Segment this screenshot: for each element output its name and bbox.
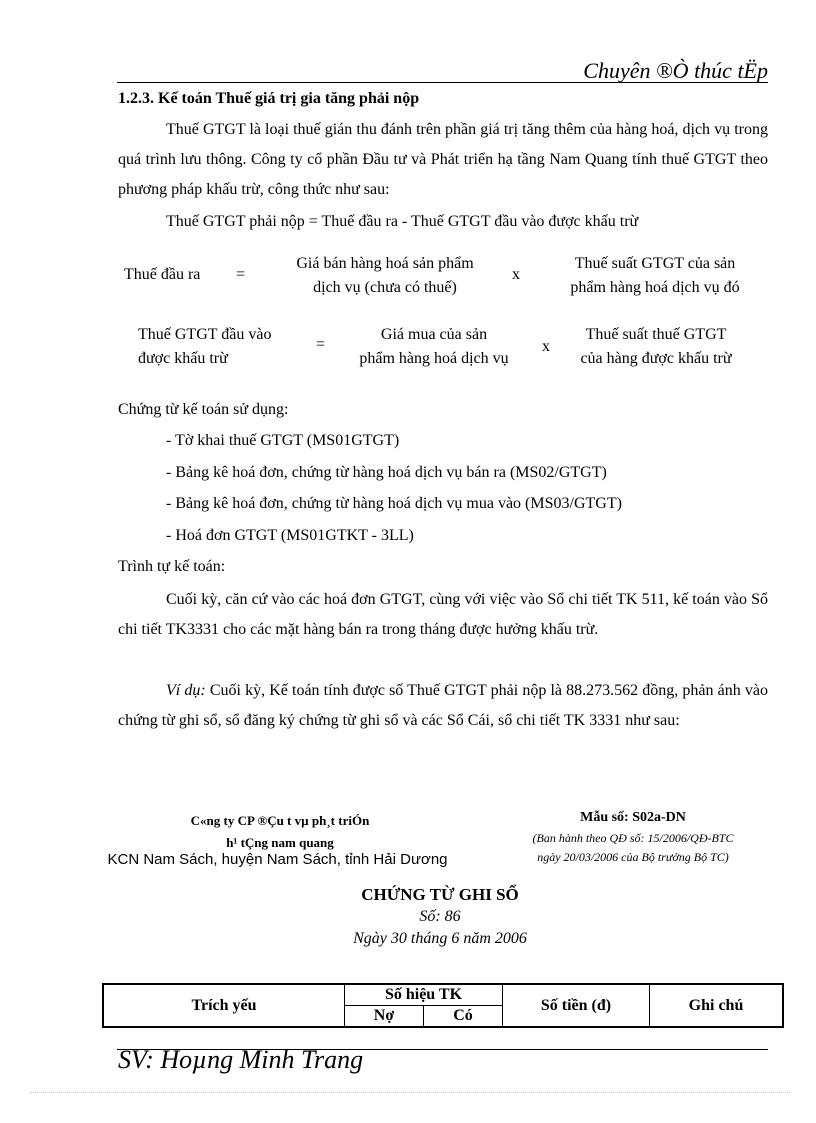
form-issued-line1: (Ban hành theo QĐ số: 15/2006/QĐ-BTC — [532, 831, 734, 845]
document-item: - Hoá đơn GTGT (MS01GTKT - 3LL) — [166, 527, 414, 544]
formula-output-equals: = — [236, 266, 246, 283]
col-credit: Có — [424, 1005, 503, 1027]
company-block — [110, 810, 450, 854]
formula-input-lhs-line2: được khấu trừ — [138, 350, 228, 367]
col-amount: Số tiền (đ) — [503, 984, 650, 1027]
formula-input-equals: = — [316, 336, 326, 353]
example-paragraph — [118, 676, 768, 736]
col-note: Ghi chú — [650, 984, 784, 1027]
header-rule — [117, 82, 768, 83]
formula-input-term2-line2: của hàng được khấu trừ — [580, 350, 732, 367]
formula-input-term1-line2: phẩm hàng hoá dịch vụ — [359, 350, 509, 367]
formula-input-lhs — [138, 323, 271, 371]
formula-main: Thuế GTGT phải nộp = Thuế đầu ra - Thuế GTGT đầu vào được khấu trừ — [166, 213, 639, 230]
procedure-heading: Trình tự kế toán: — [118, 558, 226, 575]
company-address: KCN Nam Sách, huyện Nam Sách, tỉnh Hải Dương — [107, 851, 448, 868]
formula-input-lhs-line1: Thuế GTGT đầu vào — [138, 326, 272, 343]
intro-paragraph: Thuế GTGT là loại thuế gián thu đánh trên phần giá trị tăng thêm của hàng hoá, dịch vụ trong quá trình lưu thông. Công ty cổ phần Đầu tư và Phát triển hạ tầng Nam Quang tính thuế GTGT theo phương pháp khấu trừ, công thức như sau: — [118, 121, 768, 198]
voucher-date: Ngày 30 tháng 6 năm 2006 — [353, 930, 527, 947]
formula-output-times: x — [512, 266, 520, 283]
formula-output-term2 — [546, 252, 764, 300]
voucher-title: CHỨNG TỪ GHI SỔ — [361, 885, 519, 904]
company-name-line2: h¹ tÇng nam quang — [226, 835, 334, 850]
section-heading: 1.2.3. Kế toán Thuế giá trị gia tăng phải nộp — [118, 90, 420, 107]
formula-input-term1-line1: Giá mua của sản — [380, 326, 488, 343]
student-name: SV: Hoµng Minh Trang — [118, 1045, 364, 1074]
form-code: Mẫu số: S02a-DN — [580, 810, 686, 825]
voucher-header — [90, 884, 790, 950]
col-debit: Nợ — [345, 1005, 424, 1027]
formula-output-term1-line1: Giá bán hàng hoá sản phẩm — [296, 255, 474, 272]
formula-output-term2-line2: phẩm hàng hoá dịch vụ đó — [570, 279, 740, 296]
document-item: - Tờ khai thuế GTGT (MS01GTGT) — [166, 432, 400, 449]
formula-output-term1-line2: dịch vụ (chưa có thuế) — [313, 279, 457, 296]
example-label: Ví dụ: — [166, 682, 206, 699]
formula-input-times: x — [542, 338, 550, 355]
running-header: Chuyên ®Ò thúc tËp — [583, 58, 768, 83]
company-name: C«ng ty CP ®Çu t vµ ph¸t triÓn — [190, 813, 370, 828]
page-edge-line — [30, 1092, 790, 1093]
formula-output-term2-line1: Thuế suất GTGT của sản — [574, 255, 736, 272]
col-account: Số hiệu TK — [345, 984, 503, 1005]
formula-output-term1 — [270, 252, 500, 300]
formula-input-term1 — [340, 323, 528, 371]
form-issued-line2: ngày 20/03/2006 của Bộ trưởng Bộ TC) — [537, 850, 729, 864]
example-text: Cuối kỳ, Kế toán tính được số Thuế GTGT phải nộp là 88.273.562 đồng, phản ánh vào chứng từ ghi sổ, sổ đăng ký chứng từ ghi sổ và các Sổ Cái, sổ chi tiết TK 3331 như sau: — [118, 682, 768, 729]
form-info — [488, 808, 778, 866]
voucher-number: Số: 86 — [419, 908, 461, 925]
col-summary: Trích yếu — [103, 984, 345, 1027]
formula-input-term2-line1: Thuế suất thuế GTGT — [585, 326, 727, 343]
document-item: - Bảng kê hoá đơn, chứng từ hàng hoá dịch vụ bán ra (MS02/GTGT) — [166, 464, 607, 481]
procedure-paragraph: Cuối kỳ, căn cứ vào các hoá đơn GTGT, cùng với việc vào Sổ chi tiết TK 511, kế toán vào Sổ chi tiết TK3331 cho các mặt hàng bán ra trong tháng được hưởng khấu trừ. — [118, 591, 768, 638]
document-item: - Bảng kê hoá đơn, chứng từ hàng hoá dịch vụ mua vào (MS03/GTGT) — [166, 495, 622, 512]
documents-heading: Chứng từ kế toán sử dụng: — [118, 401, 289, 418]
formula-input-term2 — [560, 323, 752, 371]
voucher-table — [102, 983, 784, 1028]
formula-output-lhs: Thuế đầu ra — [124, 266, 201, 283]
